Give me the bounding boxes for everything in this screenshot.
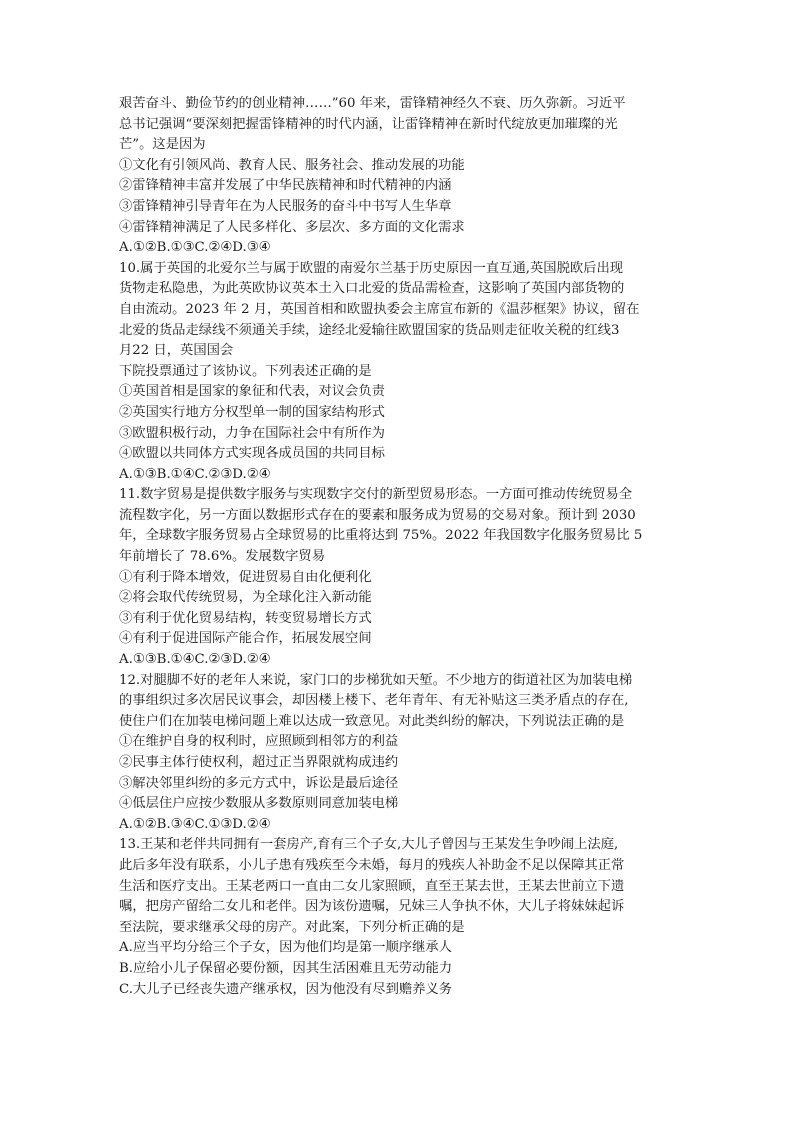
question-stem-line: 自由流动。2023 年 2 月，英国首相和欧盟执委会主席宣布新的《温莎框架》协议，留在	[119, 301, 640, 317]
option-item: ①在维护自身的权利时，应照顾到相邻方的利益	[119, 734, 399, 750]
option-item: ①文化有引领风尚、教育人民、服务社会、推动发展的功能	[119, 157, 465, 173]
option-item: ④欧盟以共同体方式实现各成员国的共同目标	[119, 446, 385, 462]
option-item: ③解决邻里纠纷的多元方式中，诉讼是最后途径	[119, 775, 399, 791]
question-stem-line: 嘱，把房产留给二女儿和老伴。因为该份遗嘱，兄妹三人争执不休，大儿子将妹妹起诉	[119, 899, 625, 915]
option-item: ①有利于降本增效，促进贸易自由化便利化	[119, 569, 372, 585]
option-item: ③有利于优化贸易结构，转变贸易增长方式	[119, 610, 372, 626]
question-stem-line: 芒”。这是因为	[119, 137, 206, 153]
question-stem-line: 货物走私隐患，为此英欧协议英本土入口北爱的货品需检查，这影响了英国内部货物的	[119, 281, 625, 297]
question-stem-line: 使住户们在加装电梯问题上难以达成一致意见。对此类纠纷的解决，下列说法正确的是	[119, 713, 625, 729]
question-stem-line: 北爱的货品走绿线不须通关手续，途经北爱输往欧盟国家的货品则走征收关税的红线3	[119, 322, 620, 338]
question-stem-line: 12.对腿脚不好的老年人来说，家门口的步梯犹如天堑。不少地方的街道社区为加装电梯	[119, 672, 633, 688]
option-item: A.应当平均分给三个子女，因为他们均是第一顺序继承人	[119, 940, 452, 956]
question-10	[119, 259, 681, 486]
question-stem-line: 10.属于英国的北爱尔兰与属于欧盟的南爱尔兰基于历史原因一直互通,英国脱欧后出现	[119, 260, 624, 276]
question-13	[119, 835, 681, 1000]
question-9	[119, 94, 681, 259]
question-stem-line: 生活和医疗支出。王某老两口一直由二女儿家照顾，直至王某去世，王某去世前立下遗	[119, 878, 625, 894]
option-item: C.大儿子已经丧失遗产继承权，因为他没有尽到赡养义务	[119, 981, 453, 997]
question-12	[119, 671, 681, 836]
question-stem-line: 11.数字贸易是提供数字服务与实现数字交付的新型贸易形态。一方面可推动传统贸易全	[119, 487, 633, 503]
option-item: ③雷锋精神引导青年在为人民服务的奋斗中书写人生华章	[119, 198, 452, 214]
question-stem-line: 总书记强调“要深刻把握雷锋精神的时代内涵，让雷锋精神在新时代绽放更加璀璨的光	[119, 116, 618, 132]
option-item: ②民事主体行使权利，超过正当界限就构成违约	[119, 755, 399, 770]
option-item: ④低层住户应按少数服从多数原则同意加装电梯	[119, 796, 399, 812]
option-item: ②英国实行地方分权型单一制的国家结构形式	[119, 404, 385, 420]
option-item: ④雷锋精神满足了人民多样化、多层次、多方面的文化需求	[119, 219, 465, 235]
question-11	[119, 485, 681, 670]
option-item: ②雷锋精神丰富并发展了中华民族精神和时代精神的内涵	[119, 178, 452, 194]
question-stem-line: 流程数字化，另一方面以数据形式存在的要素和服务成为贸易的交易对象。预计到 2030	[119, 507, 636, 523]
question-stem-line: 艰苦奋斗、勤俭节约的创业精神……”60 年来，雷锋精神经久不衰、历久弥新。习近平	[119, 96, 626, 111]
question-stem-line: 此后多年没有联系，小儿子患有残疾至今未婚，每月的残疾人补助金不足以保障其正常	[119, 857, 625, 873]
exam-page	[119, 94, 681, 1000]
option-item: B.应给小儿子保留必要份额，因其生活困难且无劳动能力	[119, 960, 453, 976]
option-item: ③欧盟积极行动，力争在国际社会中有所作为	[119, 425, 385, 441]
question-stem-line: 下院投票通过了该协议。下列表述正确的是	[119, 363, 372, 379]
option-item: ②将会取代传统贸易，为全球化注入新动能	[119, 590, 372, 606]
question-stem-line: 年，全球数字服务贸易占全球贸易的比重将达到 75%。2022 年我国数字化服务贸易比 5	[119, 528, 643, 544]
answer-choices: A.①③B.①④C.②③D.②④	[119, 466, 271, 482]
answer-choices: A.①③B.①④C.②③D.②④	[119, 652, 271, 668]
question-stem-line: 13.王某和老伴共同拥有一套房产,育有三个子女,大儿子曾因与王某发生争吵闹上法庭,	[119, 837, 619, 853]
answer-choices: A.①②B.③④C.①③D.②④	[119, 816, 271, 832]
answer-choices: A.①②B.①③C.②④D.③④	[119, 240, 271, 256]
question-stem-line: 月22 日，英国国会	[119, 343, 234, 359]
question-stem-line: 至法院，要求继承父母的房产。对此案，下列分析正确的是	[119, 919, 465, 935]
question-stem-line: 的事组织过多次居民议事会，却因楼上楼下、老年青年、有无补贴这三类矛盾点的存在,	[119, 693, 629, 709]
option-item: ①英国首相是国家的象征和代表，对议会负责	[119, 384, 385, 400]
option-item: ④有利于促进国际产能合作，拓展发展空间	[119, 631, 372, 647]
question-stem-line: 年前增长了 78.6%。发展数字贸易	[119, 549, 326, 565]
